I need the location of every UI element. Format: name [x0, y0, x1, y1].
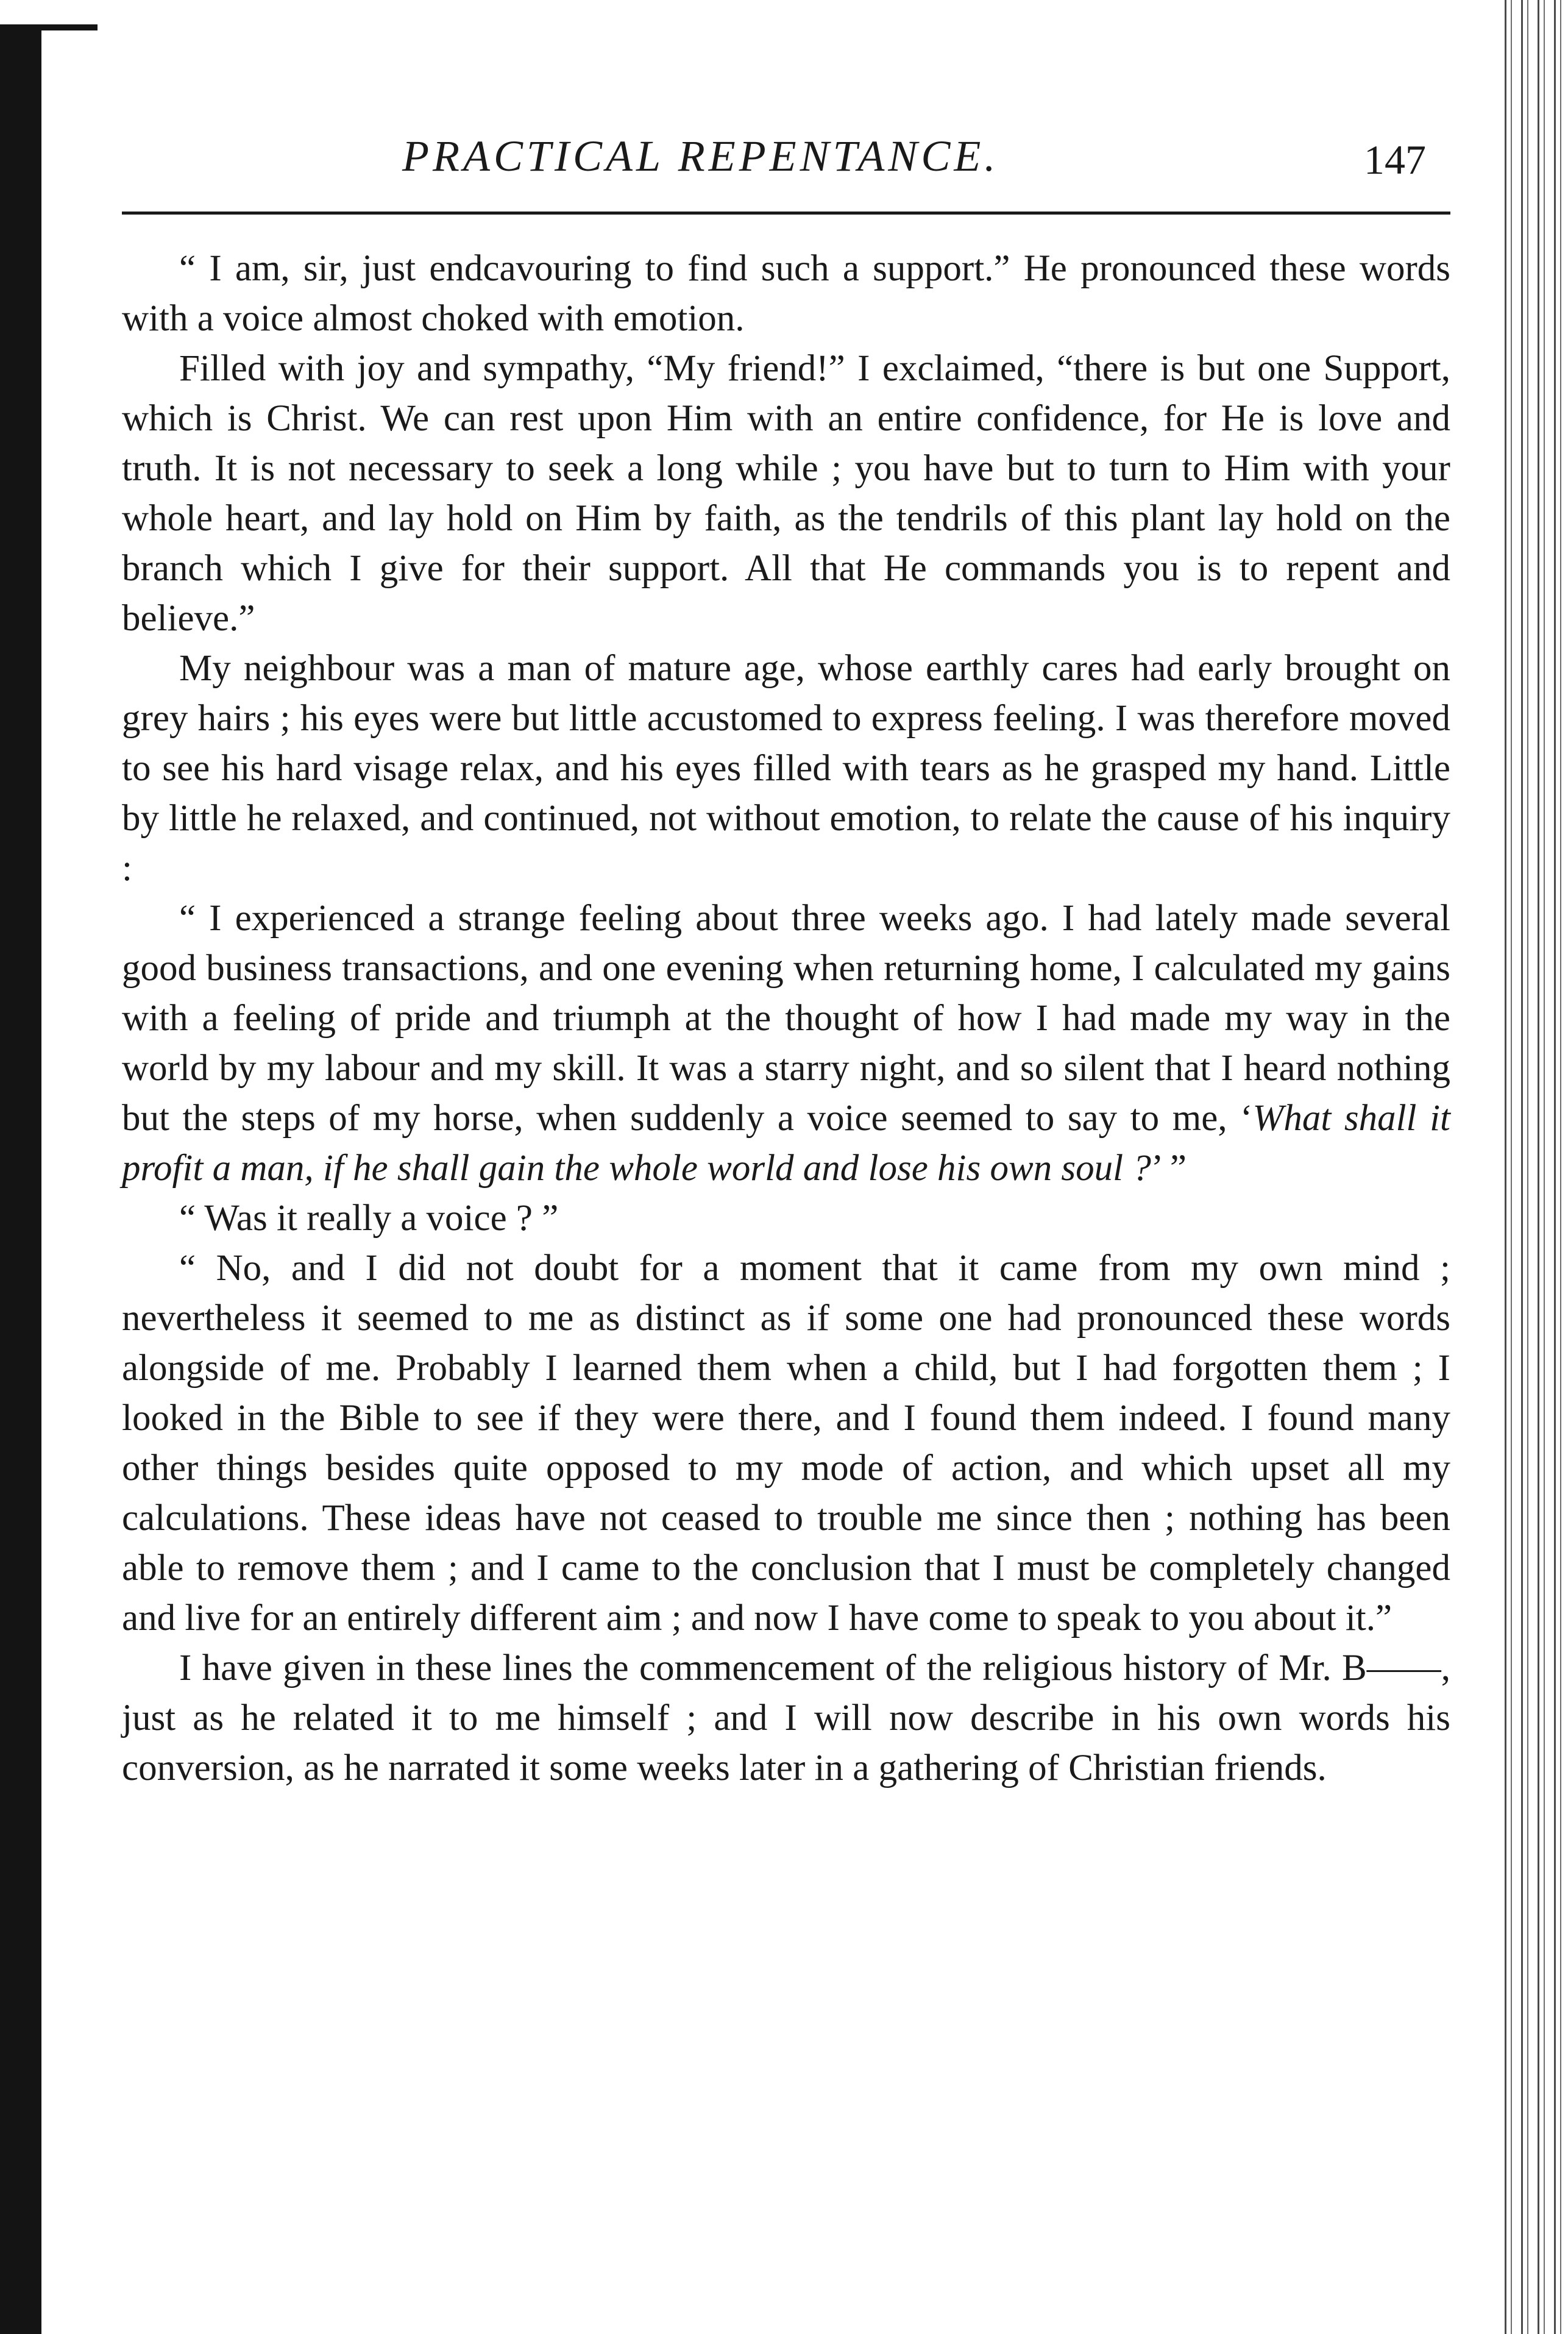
page-header: [122, 125, 1463, 198]
page-binding-shadow: [0, 24, 41, 2334]
paragraph-4: [122, 894, 1450, 1194]
paragraph-1: “ I am, sir, just endcavouring to find such a support.” He pronounced these words with a voice almost choked with emotion.: [122, 248, 1450, 339]
body-text: [122, 244, 1450, 1793]
paragraph-6: “ No, and I did not doubt for a moment that it came from my own mind ; nevertheless it seemed to me as distinct as if some one had pronounced these words alongside of me. Probably I learned them when a child, but I had forgotten them ; I looked in the Bible to see if they were there, and I found them indeed. I found many other things besides quite opposed to my mode of action, and which upset all my calculations. These ideas have not ceased to trouble me since then ; nothing has been able to remove them ; and I came to the conclusion that I must be completely changed and live for an entirely different aim ; and now I have come to speak to you about it.”: [122, 1248, 1450, 1638]
page-number: 147: [1364, 137, 1426, 183]
paragraph-3: My neighbour was a man of mature age, whose earthly cares had early brought on grey hairs ; his eyes were but little accustomed to express feeling. I was therefore moved to see his hard visage relax, and his eyes filled with tears as he grasped my hand. Little by little he relaxed, and continued, not without emotion, to relate the cause of his inquiry :: [122, 648, 1450, 889]
paragraph-7: I have given in these lines the commencement of the religious history of Mr. B——, just as he related it to me himself ; and I will now describe in his own words his conversion, as he narrated it some weeks later in a gathering of Christian friends.: [122, 1648, 1450, 1788]
paragraph-5: “ Was it really a voice ? ”: [179, 1198, 559, 1239]
quote-closing: ’ ”: [1151, 1148, 1187, 1189]
paragraph-2: Filled with joy and sympathy, “My friend!” I exclaimed, “there is but one Support, which is Christ. We can rest upon Him with an entire confidence, for He is love and truth. It is not necessary to seek a long while ; you have but to turn to Him with your whole heart, and lay hold on Him by faith, as the tendrils of this plant lay hold on the branch which I give for their support. All that He commands you is to repent and believe.”: [122, 348, 1450, 639]
scripture-quote: What shall it profit a man, if he shall gain the whole world and lose his own soul ?: [122, 1098, 1451, 1189]
running-head: PRACTICAL REPENTANCE.: [402, 132, 999, 180]
paragraph-4-text: “ I experienced a strange feeling about three weeks ago. I had lately made several good business transactions, and one evening when returning home, I calculated my gains with a feeling of pride and triumph at the thought of how I had made my way in the world by my labour and my skill. It was a starry night, and so silent that I heard nothing but the steps of my horse, when suddenly a voice seemed to say to me, ‘: [122, 898, 1450, 1139]
page-corner-mark: [0, 24, 98, 30]
header-rule: [122, 212, 1450, 215]
page-edge-shadow: [1501, 0, 1568, 2334]
